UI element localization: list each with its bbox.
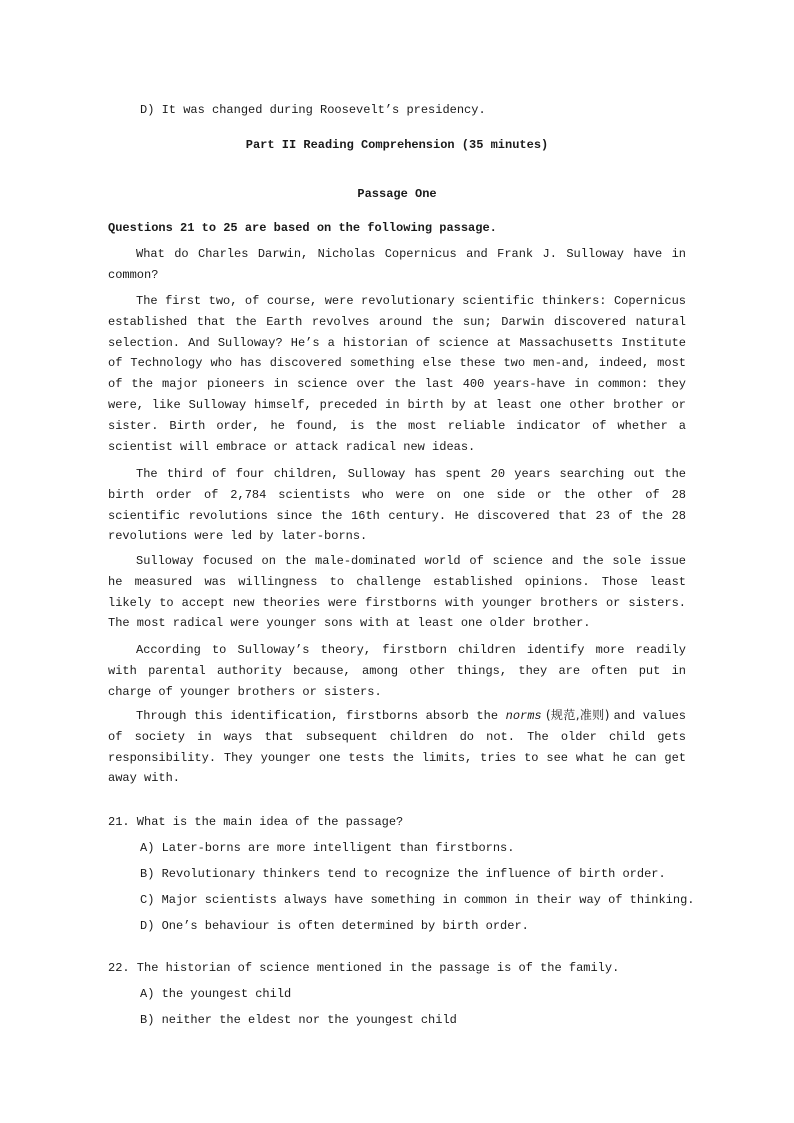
paragraph-4-text: Sulloway focused on the male-dominated world of science and the sole issue he measured was willingness to challenge established opinions. Those least likely to accept new theories were firstborns with younger brothers or sisters. The most radical were younger sons with at least one older brother.: [108, 554, 686, 631]
part-title: Part II Reading Comprehension (35 minutes): [245, 138, 549, 152]
question-21-option-c[interactable]: C) Major scientists always have something in common in their way of thinking.: [140, 893, 695, 907]
paragraph-2: [108, 291, 686, 457]
paragraph-6-term: norms: [505, 709, 542, 723]
question-21-option-a[interactable]: A) Later-borns are more intelligent than firstborns.: [140, 841, 515, 855]
paragraph-4: [108, 551, 686, 634]
question-22-option-a[interactable]: A) the youngest child: [140, 987, 292, 1001]
paragraph-6-text-start: Through this identification, firstborns absorb the: [136, 709, 506, 723]
paragraph-3-text: The third of four children, Sulloway has spent 20 years searching out the birth order of 2,784 scientists who were on one side or the other of 28 scientific revolutions since the 16th century. He discovered that 23 of the 28 revolutions were led by later-borns.: [108, 467, 686, 544]
paragraph-1: [108, 244, 686, 286]
previous-question-option-d: D) It was changed during Roosevelt’s presidency.: [140, 103, 486, 117]
passage-title: Passage One: [357, 187, 437, 201]
question-21-option-d[interactable]: D) One’s behaviour is often determined by birth order.: [140, 919, 529, 933]
paragraph-5-text: According to Sulloway’s theory, firstborn children identify more readily with parental authority because, among other things, they are often put in charge of younger brothers or sisters.: [108, 643, 686, 699]
paragraph-6-text-end: and values of society in ways that subsequent children do not. The older child gets responsibility. They younger one tests the limits, tries to see what he can get away with.: [108, 709, 686, 786]
question-22-option-b[interactable]: B) neither the eldest nor the youngest child: [140, 1013, 457, 1027]
question-21-option-b[interactable]: B) Revolutionary thinkers tend to recognize the influence of birth order.: [140, 867, 666, 881]
paragraph-2-text: The first two, of course, were revolutionary scientific thinkers: Copernicus established that the Earth revolves around the sun; Darwin discovered natural selection. And Sulloway? He’s a historian of science at Massachusetts Institute of Technology who has discovered something else these two men-and, indeed, most of the major pioneers in science over the last 400 years-have in common: they were, like Sulloway himself, preceded in birth by at least one other brother or sister. Birth order, he found, is the most reliable indicator of whether a scientist will embrace or attack radical new ideas.: [108, 294, 686, 454]
paragraph-1-text: What do Charles Darwin, Nicholas Copernicus and Frank J. Sulloway have in common?: [108, 247, 686, 282]
passage-instruction: Questions 21 to 25 are based on the following passage.: [108, 221, 497, 235]
paragraph-6: [108, 705, 686, 789]
paragraph-6-gloss: (规范,准则): [541, 708, 614, 722]
paragraph-3: [108, 464, 686, 547]
paragraph-5: [108, 640, 686, 702]
question-21-stem: 21. What is the main idea of the passage?: [108, 815, 404, 829]
question-22-stem: 22. The historian of science mentioned in the passage is of the family.: [108, 961, 620, 975]
